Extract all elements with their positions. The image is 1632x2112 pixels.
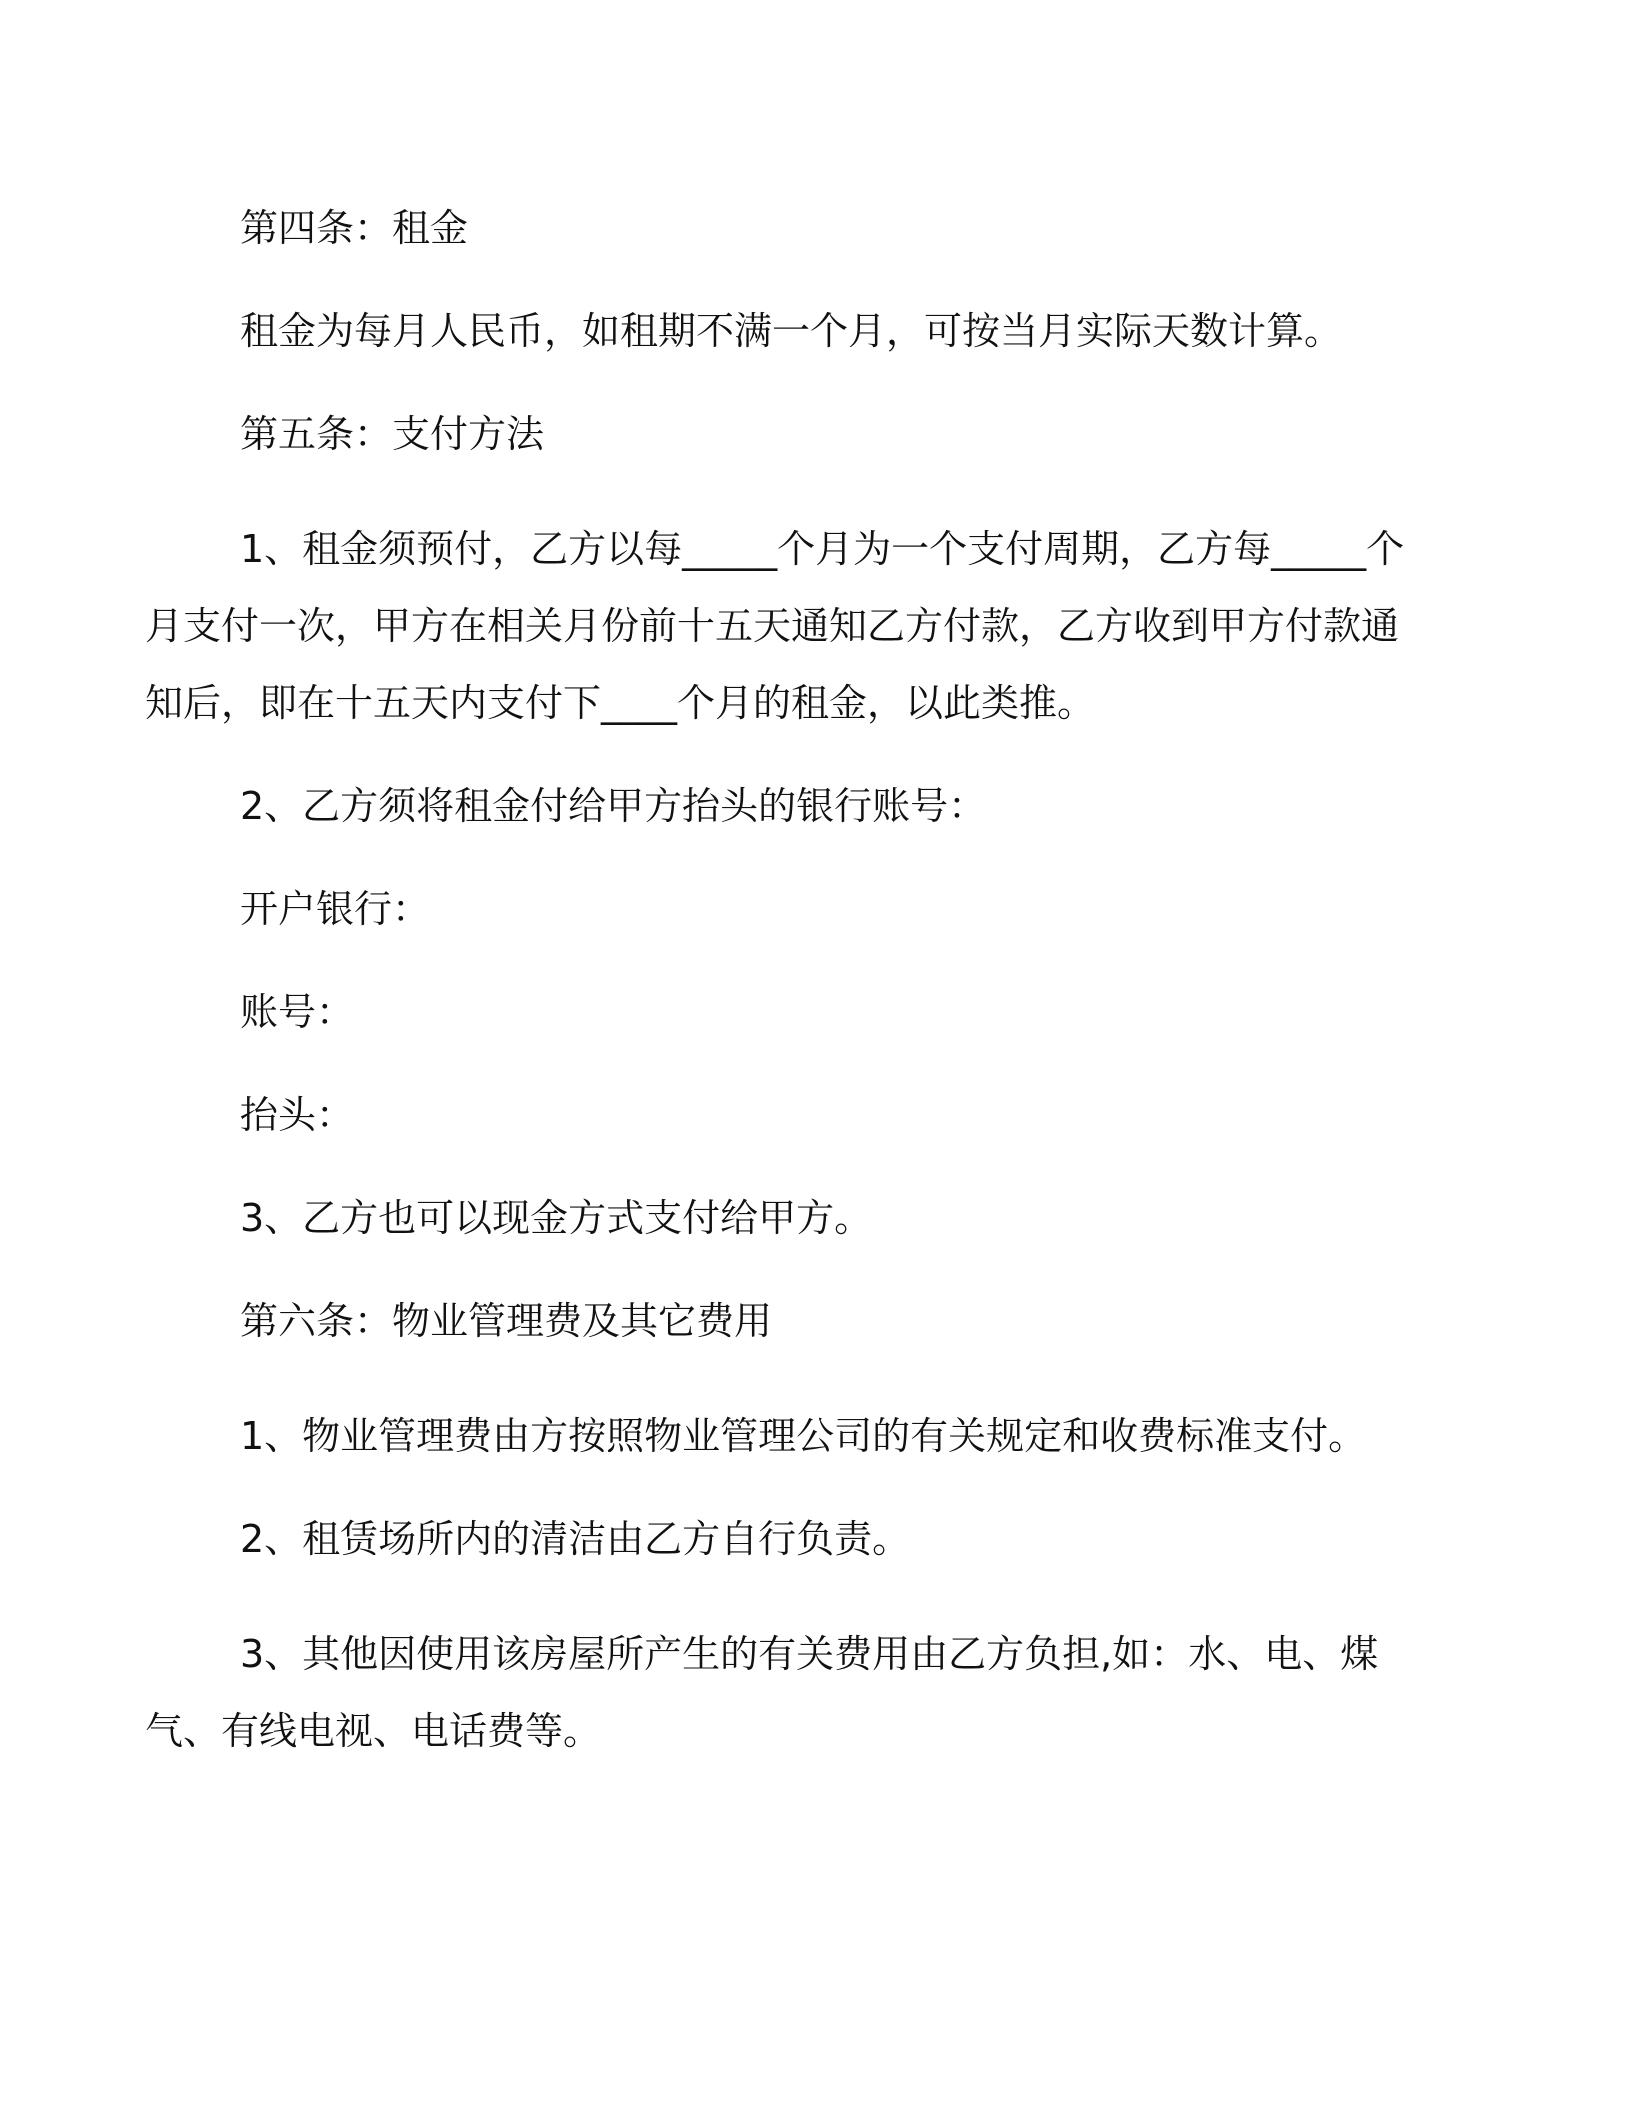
- payment-clause-2: 2、乙方须将租金付给甲方抬头的银行账号：: [240, 784, 987, 828]
- article-4-rent-text: 租金为每月人民币，如租期不满一个月，可按当月实际天数计算。: [240, 309, 1343, 353]
- document-page: [145, 190, 1410, 1796]
- article-4-heading: 第四条：租金: [240, 206, 469, 250]
- payment-clause-3: 3、乙方也可以现金方式支付给甲方。: [240, 1196, 873, 1240]
- fee-clause-1: 1、物业管理费由方按照物业管理公司的有关规定和收费标准支付。: [240, 1414, 1367, 1458]
- account-title-field: 抬头：: [240, 1093, 355, 1137]
- article-5-heading: 第五条：支付方法: [240, 412, 545, 456]
- account-number-field: 账号：: [240, 990, 355, 1034]
- bank-name-field: 开户银行：: [240, 887, 431, 931]
- article-6-heading: 第六条：物业管理费及其它费用: [240, 1299, 773, 1343]
- fee-clause-2: 2、租赁场所内的清洁由乙方自行负责。: [240, 1517, 911, 1561]
- fee-clause-3: 3、其他因使用该房屋所产生的有关费用由乙方负担,如：水、电、煤气、有线电视、电话费等。: [145, 1632, 1379, 1753]
- payment-clause-1: 1、租金须预付，乙方以每_____个月为一个支付周期，乙方每_____个月支付一次，甲方在相关月份前十五天通知乙方付款，乙方收到甲方付款通知后，即在十五天内支付下____个月的租金，以此类推。: [145, 527, 1405, 725]
